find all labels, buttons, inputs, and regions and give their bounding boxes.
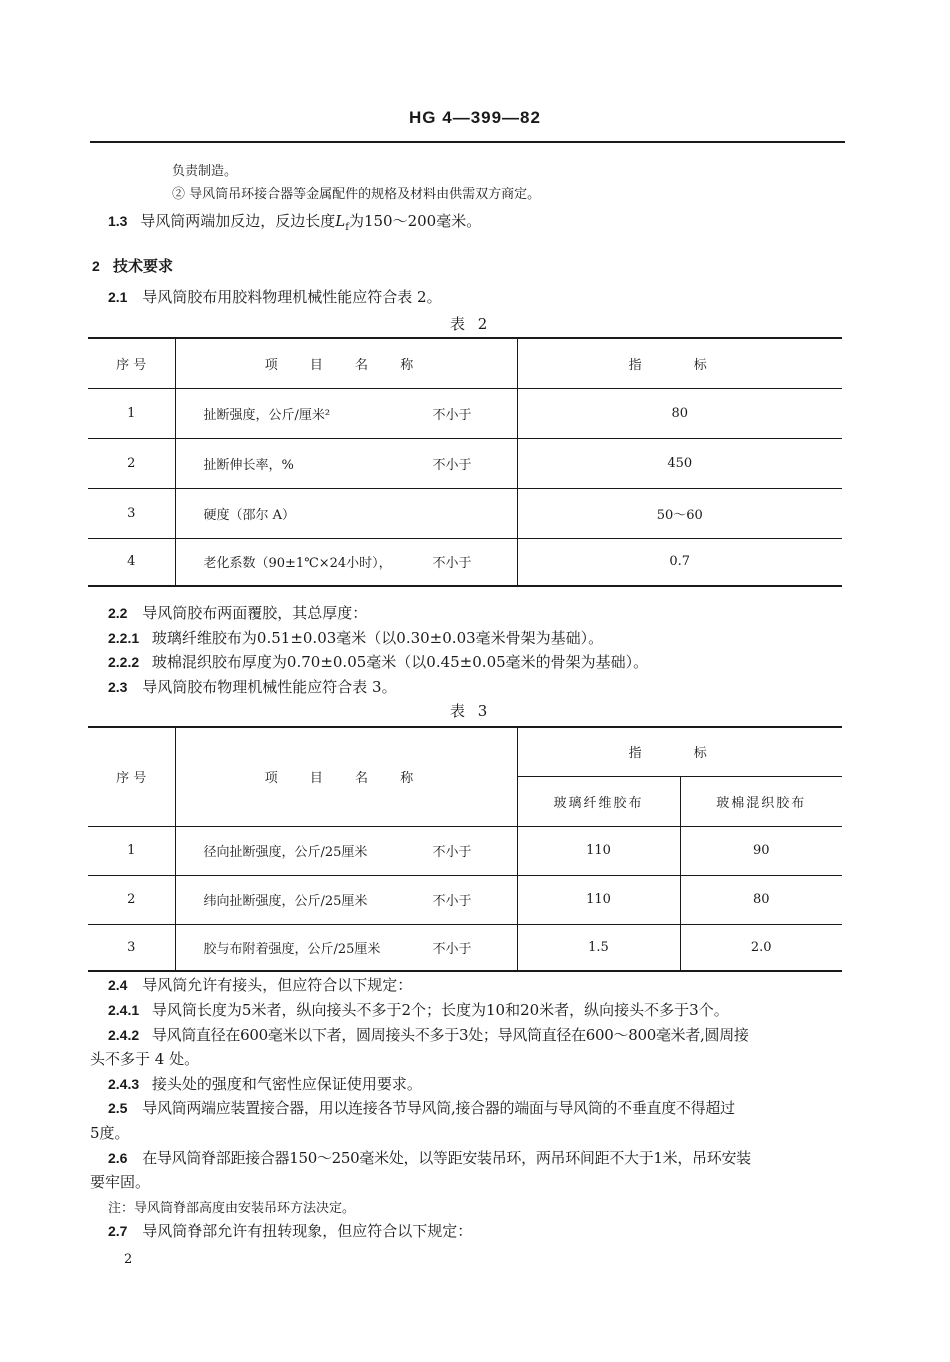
variable-l: L xyxy=(335,212,346,230)
header-mixed: 玻棉混织胶布 xyxy=(680,776,842,826)
table-row: 4 老化系数（90±1℃×24小时）， 不小于 0.7 xyxy=(88,538,842,586)
header-rule xyxy=(90,141,845,143)
continuation-line: 负责制造。 xyxy=(172,164,238,179)
clause-2-4: 2.4 导风筒允许有接头，但应符合以下规定： xyxy=(108,976,413,994)
table-2 xyxy=(88,337,842,587)
clause-2-5: 2.5 导风筒两端应装置接合器，用以连接各节导风筒,接合器的端面与导风筒的不垂直度不得超过 xyxy=(108,1099,735,1117)
clause-2-6-continued: 要牢固。 xyxy=(90,1173,151,1191)
header-glass: 玻璃纤维胶布 xyxy=(517,776,680,826)
note: 注：导风筒脊部高度由安装吊环方法决定。 xyxy=(108,1201,356,1216)
table-header-row xyxy=(88,338,842,388)
table-row: 1 径向扯断强度，公斤/25厘米 不小于 110 90 xyxy=(88,826,842,875)
table-2-caption: 表 2 xyxy=(450,315,492,333)
table-row: 3 硬度（邵尔 A） 50～60 xyxy=(88,488,842,538)
variable-subscript: f xyxy=(345,222,349,233)
header-no: 序 号 xyxy=(88,727,175,826)
table-row: 2 扯断伸长率，% 不小于 450 xyxy=(88,438,842,488)
clause-2-2: 2.2 导风筒胶布两面覆胶，其总厚度： xyxy=(108,604,368,622)
clause-text-rest: 为150～200毫米。 xyxy=(348,212,482,230)
page-number: 2 xyxy=(124,1252,133,1267)
clause-2-4-2: 2.4.2 导风筒直径在600毫米以下者，圆周接头不多于3处；导风筒直径在600～800毫米者,圆周接 xyxy=(108,1026,749,1044)
clause-number: 1.3 xyxy=(108,213,128,229)
table-row: 1 扯断强度，公斤/厘米² 不小于 80 xyxy=(88,388,842,438)
table-header-row xyxy=(88,727,842,776)
section-2-heading: 2 技术要求 xyxy=(92,257,174,275)
footnote-2: ② 导风筒吊环接合器等金属配件的规格及材料由供需双方商定。 xyxy=(172,187,541,202)
clause-text: 导风筒两端加反边，反边长度 xyxy=(140,212,336,230)
clause-2-6: 2.6 在导风筒脊部距接合器150～250毫米处，以等距安装吊环，两吊环间距不大于1米，吊环安装 xyxy=(108,1149,751,1167)
clause-2-7: 2.7 导风筒脊部允许有扭转现象，但应符合以下规定： xyxy=(108,1222,473,1240)
header-no: 序 号 xyxy=(88,338,175,388)
clause-2-3: 2.3 导风筒胶布物理机械性能应符合表 3。 xyxy=(108,678,397,696)
header-value: 指 标 xyxy=(517,338,842,388)
header-name: 项 目 名 称 xyxy=(175,338,517,388)
clause-2-5-continued: 5度。 xyxy=(90,1124,130,1142)
clause-2-2-2: 2.2.2 玻棉混织胶布厚度为0.70±0.05毫米（以0.45±0.05毫米的骨架为基础）。 xyxy=(108,653,649,671)
document-code-header: HG 4—399—82 xyxy=(409,108,541,127)
table-row: 2 纬向扯断强度，公斤/25厘米 不小于 110 80 xyxy=(88,875,842,924)
clause-2-2-1: 2.2.1 玻璃纤维胶布为0.51±0.03毫米（以0.30±0.03毫米骨架为基础）。 xyxy=(108,629,604,647)
table-3 xyxy=(88,726,842,972)
table-row: 3 胶与布附着强度，公斤/25厘米 不小于 1.5 2.0 xyxy=(88,924,842,971)
clause-2-1: 2.1 导风筒胶布用胶料物理机械性能应符合表 2。 xyxy=(108,288,442,306)
clause-2-4-1: 2.4.1 导风筒长度为5米者，纵向接头不多于2个；长度为10和20米者，纵向接头不多于3个。 xyxy=(108,1001,729,1019)
clause-2-4-3: 2.4.3 接头处的强度和气密性应保证使用要求。 xyxy=(108,1075,422,1093)
clause-1-3 xyxy=(108,210,481,233)
header-name: 项 目 名 称 xyxy=(175,727,517,826)
header-value: 指 标 xyxy=(517,727,842,776)
clause-2-4-2-continued: 头不多于 4 处。 xyxy=(90,1050,200,1068)
table-3-caption: 表 3 xyxy=(450,702,492,720)
